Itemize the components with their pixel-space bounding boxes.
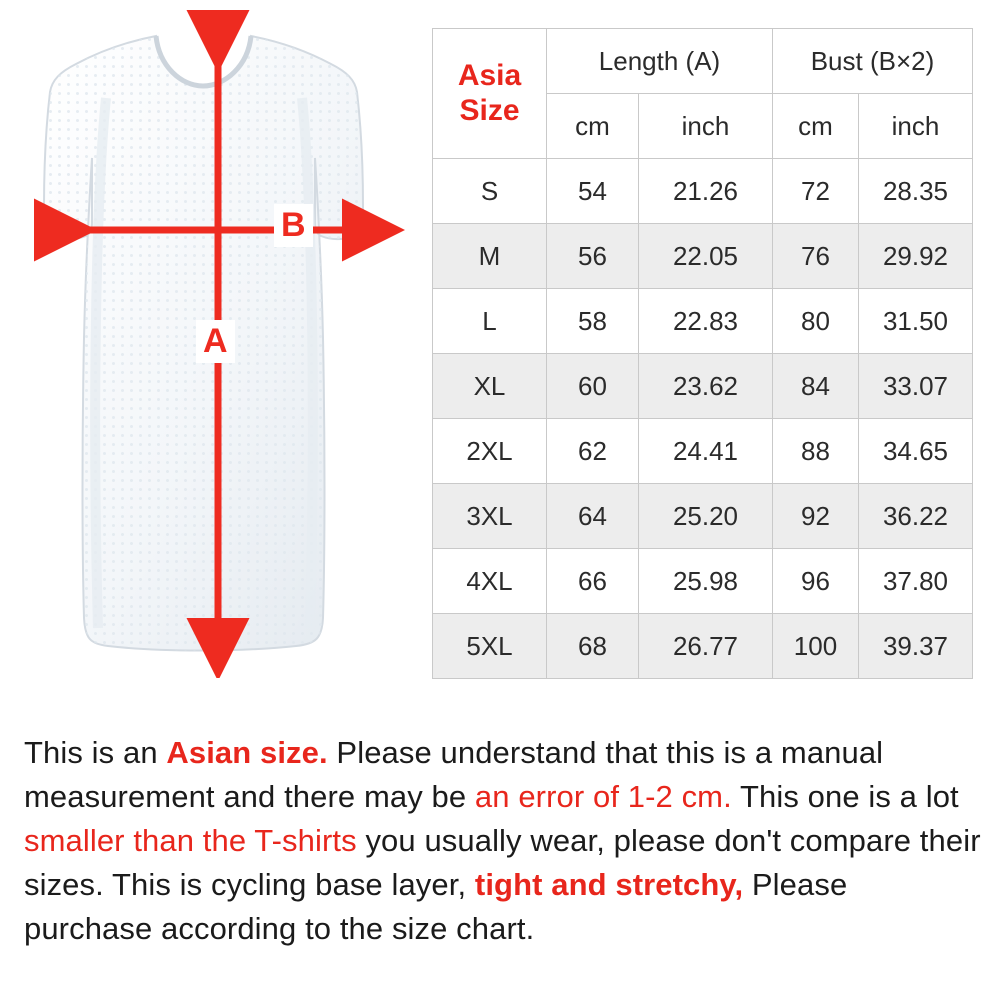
cell-size: XL — [433, 354, 547, 419]
cell-length-cm: 60 — [547, 354, 639, 419]
cell-bust-inch: 29.92 — [859, 224, 973, 289]
table-row — [433, 354, 973, 419]
table-header-row-1 — [433, 29, 973, 94]
cell-bust-cm: 100 — [773, 614, 859, 679]
cell-size: 3XL — [433, 484, 547, 549]
cell-bust-cm: 76 — [773, 224, 859, 289]
bust-label: B — [281, 206, 306, 244]
cell-size: 4XL — [433, 549, 547, 614]
cell-length-inch: 22.05 — [639, 224, 773, 289]
note-emphasis-asian-size: Asian size. — [166, 735, 328, 770]
header-length-inch: inch — [639, 94, 773, 159]
table-row — [433, 484, 973, 549]
cell-bust-cm: 84 — [773, 354, 859, 419]
header-length-cm: cm — [547, 94, 639, 159]
note-emphasis-error: an error of 1-2 cm. — [474, 779, 732, 815]
note-part-4: you usually wear, please don't compare their sizes. This is cycling base layer, — [24, 823, 981, 903]
cell-length-cm: 68 — [547, 614, 639, 679]
cell-size: 5XL — [433, 614, 547, 679]
header-asia-size — [433, 29, 547, 159]
garment-illustration-panel — [0, 0, 430, 690]
cell-bust-cm: 88 — [773, 419, 859, 484]
cell-bust-inch: 31.50 — [859, 289, 973, 354]
note-part-1: This is an — [24, 735, 167, 770]
note-emphasis-smaller: smaller than the T-shirts — [24, 823, 357, 859]
cell-length-inch: 23.62 — [639, 354, 773, 419]
cell-size: S — [433, 159, 547, 224]
cell-bust-inch: 37.80 — [859, 549, 973, 614]
table-row — [433, 224, 973, 289]
cell-bust-cm: 80 — [773, 289, 859, 354]
cell-length-inch: 21.26 — [639, 159, 773, 224]
length-label: A — [203, 322, 228, 360]
cell-length-inch: 25.98 — [639, 549, 773, 614]
cell-length-inch: 25.20 — [639, 484, 773, 549]
cell-bust-cm: 92 — [773, 484, 859, 549]
cell-bust-inch: 36.22 — [859, 484, 973, 549]
header-bust-cm: cm — [773, 94, 859, 159]
size-table-container — [432, 28, 972, 679]
table-row — [433, 614, 973, 679]
table-row — [433, 419, 973, 484]
cell-length-cm: 56 — [547, 224, 639, 289]
table-row — [433, 289, 973, 354]
table-row — [433, 549, 973, 614]
cell-length-cm: 64 — [547, 484, 639, 549]
cell-length-inch: 26.77 — [639, 614, 773, 679]
size-table — [432, 28, 973, 679]
header-bust: Bust (B×2) — [773, 29, 973, 94]
cell-length-cm: 66 — [547, 549, 639, 614]
cell-bust-cm: 96 — [773, 549, 859, 614]
header-length: Length (A) — [547, 29, 773, 94]
cell-length-inch: 24.41 — [639, 419, 773, 484]
note-emphasis-tight: tight and stretchy, — [474, 867, 744, 903]
note-part-5: Please purchase according to the size chart. — [24, 867, 848, 947]
table-row — [433, 159, 973, 224]
note-part-3: This one is a lot — [731, 779, 959, 815]
header-bust-inch: inch — [859, 94, 973, 159]
header-asia-line2: Size — [459, 93, 520, 127]
cell-bust-inch: 39.37 — [859, 614, 973, 679]
cell-bust-inch: 33.07 — [859, 354, 973, 419]
note-part-2: Please understand that this is a manual measurement and there may be — [24, 735, 884, 815]
header-asia-line1: Asia — [457, 59, 522, 92]
cell-length-inch: 22.83 — [639, 289, 773, 354]
cell-bust-cm: 72 — [773, 159, 859, 224]
size-note — [24, 731, 984, 951]
cell-size: M — [433, 224, 547, 289]
cell-length-cm: 62 — [547, 419, 639, 484]
cell-bust-inch: 28.35 — [859, 159, 973, 224]
cell-size: 2XL — [433, 419, 547, 484]
cell-length-cm: 54 — [547, 159, 639, 224]
cell-length-cm: 58 — [547, 289, 639, 354]
cell-bust-inch: 34.65 — [859, 419, 973, 484]
cell-size: L — [433, 289, 547, 354]
